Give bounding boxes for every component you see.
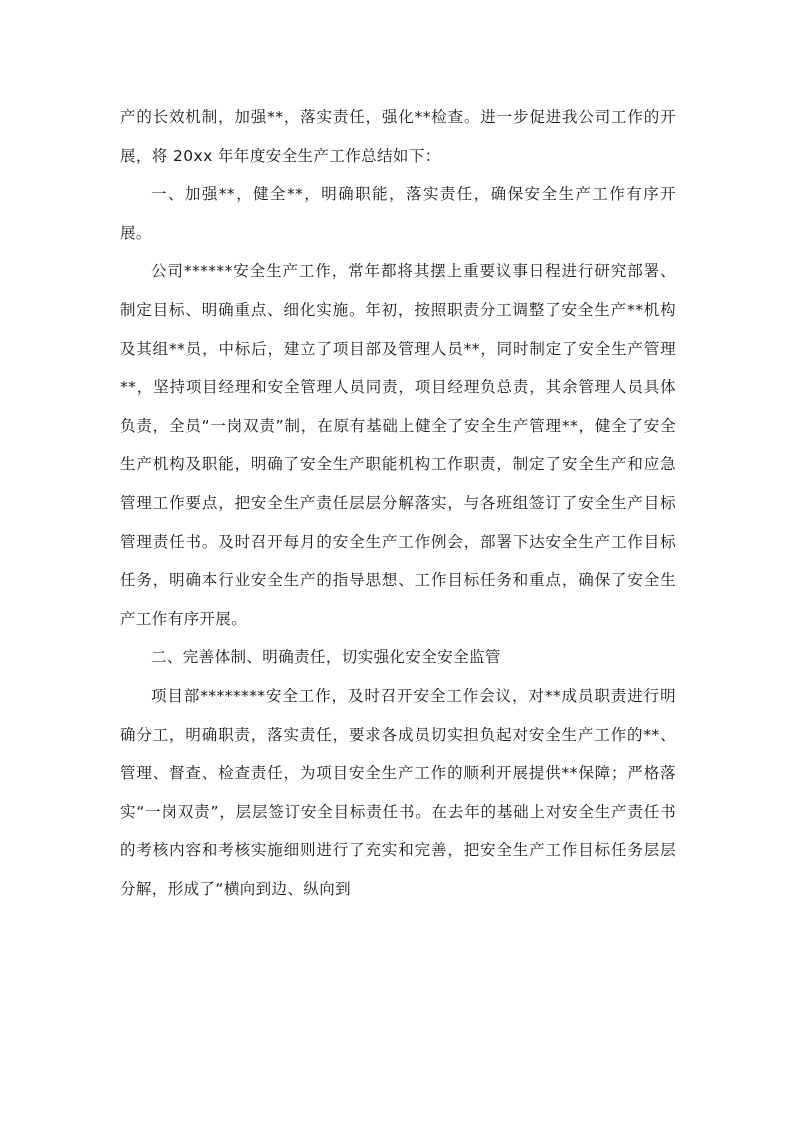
paragraph-continuation: 产的长效机制，加强**，落实责任，强化**检查。进一步促进我公司工作的开展，将 20xx 年年度安全生产工作总结如下：: [120, 108, 676, 165]
paragraph-company-safety: 公司******安全生产工作，常年都将其摆上重要议事日程进行研究部署、制定目标、明确重点、细化实施。年初，按照职责分工调整了安全生产**机构及其组**员，中标后，建立了项目部及管理人员**，同时制定了安全生产管理**，坚持项目经理和安全管理人员同责，项目经理负总责，其余管理人员具体负责，全员“一岗双责”制，在原有基础上健全了安全生产管理**，健全了安全生产机构及职能，明确了安全生产职能机构工作职责，制定了安全生产和应急管理工作要点，把安全生产责任层层分解落实，与各班组签订了安全生产目标管理责任书。及时召开每月的安全生产工作例会，部署下达安全生产工作目标任务，明确本行业安全生产的指导思想、工作目标任务和重点，确保了安全生产工作有序开展。: [120, 262, 676, 628]
paragraph-project-safety: 项目部********安全工作，及时召开安全工作会议，对**成员职责进行明确分工，明确职责，落实责任，要求各成员切实担负起对安全生产工作的**、管理、督查、检查责任，为项目安全生产工作的顺利开展提供**保障；严格落实“一岗双责”，层层签订安全目标责任书。在去年的基础上对安全生产责任书的考核内容和考核实施细则进行了充实和完善，把安全生产工作目标任务层层分解，形成了“横向到边、纵向到: [120, 686, 676, 898]
document-body: [120, 98, 676, 908]
section-heading-2: 二、完善体制、明确责任，切实强化安全安全监管: [151, 648, 501, 667]
section-heading-1: 一、加强**，健全**，明确职能，落实责任，确保安全生产工作有序开展。: [120, 185, 676, 242]
